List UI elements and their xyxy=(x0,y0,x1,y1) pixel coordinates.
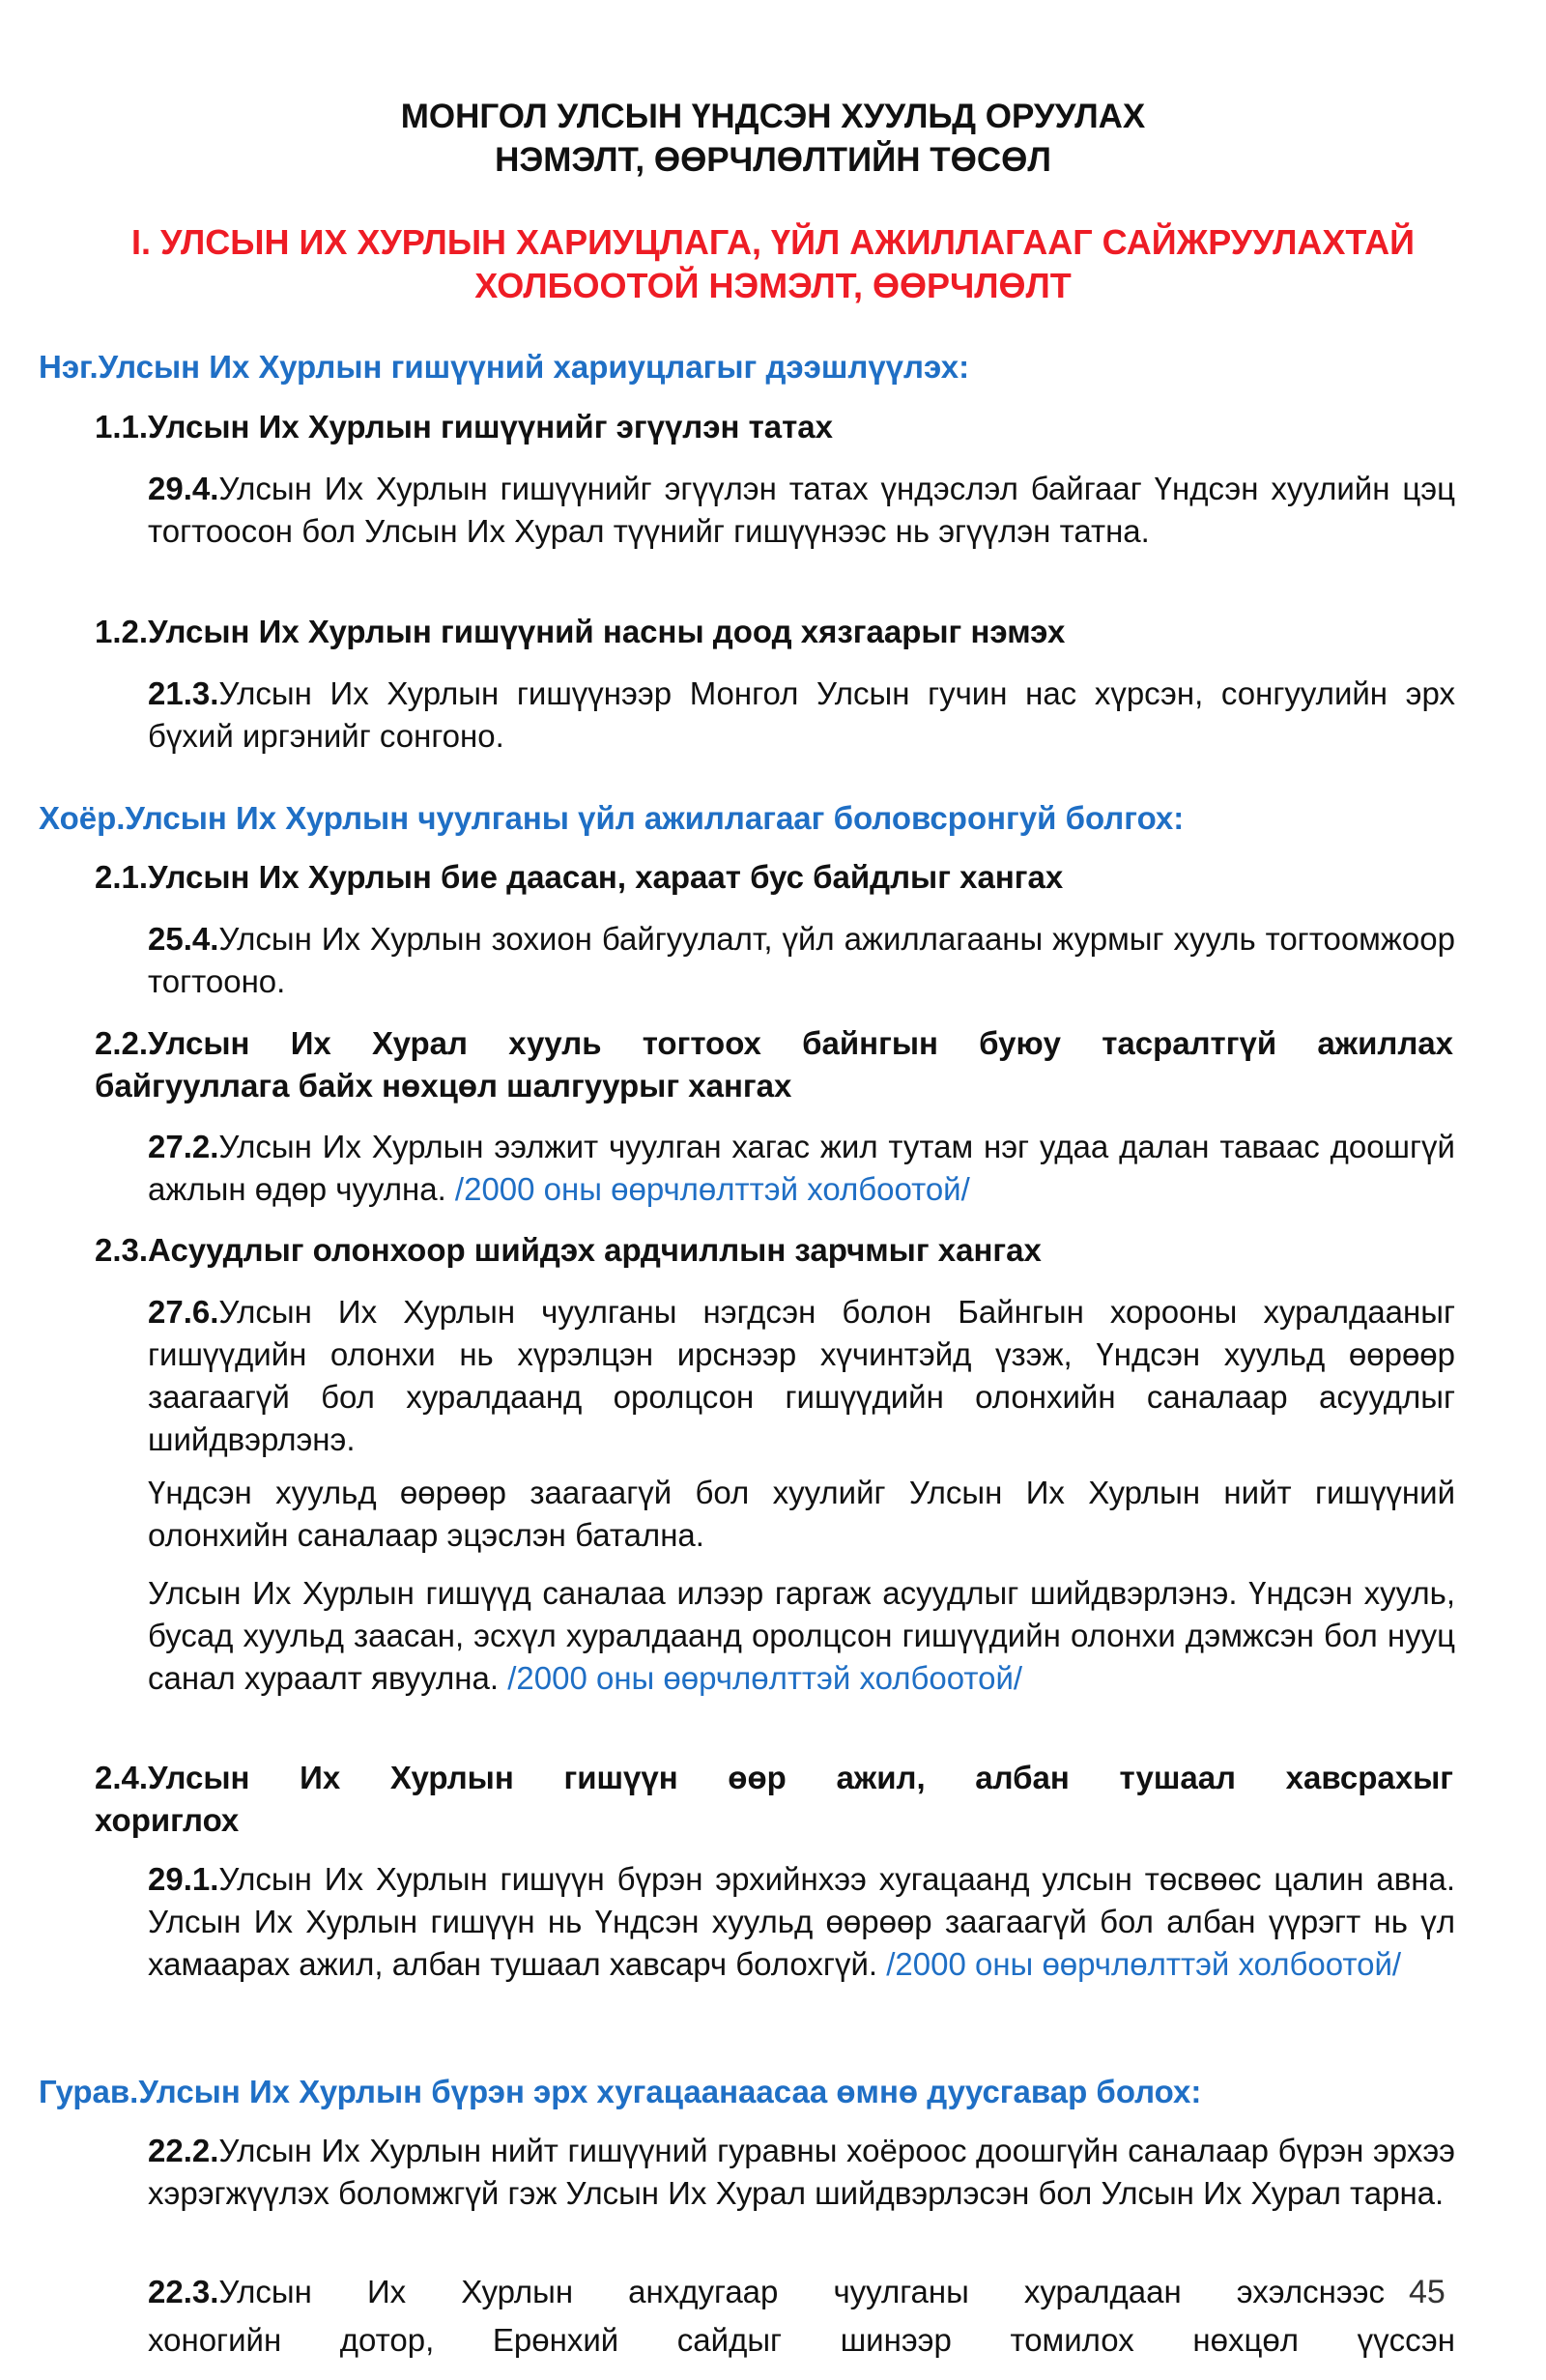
subsection-2-1-heading: 2.1.Улсын Их Хурлын бие даасан, хараат бус байдлыг хангах xyxy=(95,859,1064,895)
section-title-line-2: ХОЛБООТОЙ НЭМЭЛТ, ӨӨРЧЛӨЛТ xyxy=(474,266,1072,305)
article-number: 29.4. xyxy=(148,471,219,506)
article-number: 22.2. xyxy=(148,2133,219,2168)
article-27-6-paragraph-3 xyxy=(148,1572,1455,1700)
article-22-3 xyxy=(148,2271,1385,2313)
article-25-4 xyxy=(148,918,1455,1003)
article-text: Улсын Их Хурлын ээлжит чуулган хагас жил тутам нэг удаа далан таваас доошгүй ажлын өдөр чуулна. xyxy=(148,1129,1455,1207)
document-title xyxy=(0,95,1546,182)
amendment-note: /2000 оны өөрчлөлттэй холбоотой/ xyxy=(886,1946,1402,1982)
subsection-2-2-heading-line-2: байгууллага байх нөхцөл шалгуурыг хангах xyxy=(95,1068,792,1104)
section-title xyxy=(39,220,1507,307)
article-text: хоногийн дотор, Ерөнхий сайдыг шинээр томилох нөхцөл үүссэн xyxy=(148,2322,1455,2358)
article-29-1 xyxy=(148,1858,1455,1986)
part-2-heading: Хоёр.Улсын Их Хурлын чуулганы үйл ажиллагааг боловсронгуй болгох: xyxy=(39,800,1185,836)
article-27-2 xyxy=(148,1126,1455,1211)
article-text: Улсын Их Хурлын гишүүнээр Монгол Улсын гучин нас хүрсэн, сонгуулийн эрх бүхий иргэнийг сонгоно. xyxy=(148,675,1455,754)
article-number: 27.2. xyxy=(148,1129,219,1164)
part-1-heading: Нэг.Улсын Их Хурлын гишүүний хариуцлагыг дээшлүүлэх: xyxy=(39,349,970,385)
article-number: 22.3. xyxy=(148,2274,219,2309)
subsection-2-4-heading-line-2: хориглох xyxy=(95,1802,240,1838)
subsection-2-4-heading xyxy=(95,1757,1453,1842)
subsection-2-4-heading-line-1: 2.4.Улсын Их Хурлын гишүүн өөр ажил, албан тушаал хавсрахыг xyxy=(95,1760,1453,1795)
article-number: 29.1. xyxy=(148,1861,219,1897)
article-number: 27.6. xyxy=(148,1294,219,1330)
article-27-6 xyxy=(148,1291,1455,1461)
section-title-line-1: I. УЛСЫН ИХ ХУРЛЫН ХАРИУЦЛАГА, ҮЙЛ АЖИЛЛАГААГ САЙЖРУУЛАХТАЙ xyxy=(130,222,1416,262)
document-title-line-2: НЭМЭЛТ, ӨӨРЧЛӨЛТИЙН ТӨСӨЛ xyxy=(495,141,1051,179)
subsection-1-1-heading: 1.1.Улсын Их Хурлын гишүүнийг эгүүлэн татах xyxy=(95,409,833,444)
amendment-note: /2000 оны өөрчлөлттэй холбоотой/ xyxy=(507,1660,1023,1696)
document-title-line-1: МОНГОЛ УЛСЫН ҮНДСЭН ХУУЛЬД ОРУУЛАХ xyxy=(400,98,1146,135)
subsection-1-2-heading: 1.2.Улсын Их Хурлын гишүүний насны доод хязгаарыг нэмэх xyxy=(95,614,1066,649)
article-text: Улсын Их Хурлын чуулганы нэгдсэн болон Байнгын хорооны хуралдааныг гишүүдийн олонхи нь хүрэлцэн ирснээр хүчинтэйд үзэж, Үндсэн хуульд өөрөөр заагаагүй бол хуралдаанд оролцсон гишүүдийн олонхийн саналаар асуудлыг шийдвэрлэнэ. xyxy=(148,1294,1455,1457)
amendment-note: /2000 оны өөрчлөлттэй холбоотой/ xyxy=(454,1171,970,1207)
article-21-3 xyxy=(148,673,1455,758)
article-text: Улсын Их Хурлын зохион байгуулалт, үйл ажиллагааны журмыг хууль тогтоомжоор тогтооно. xyxy=(148,921,1455,999)
article-27-6-paragraph-2: Үндсэн хуульд өөрөөр заагаагүй бол хуулийг Улсын Их Хурлын нийт гишүүний олонхийн саналаар эцэслэн батална. xyxy=(148,1475,1455,1553)
article-text: Улсын Их Хурлын гишүүн бүрэн эрхийнхээ хугацаанд улсын төсвөөс цалин авна. Улсын Их Хурлын гишүүн нь Үндсэн хуульд өөрөөр заагаагүй бол албан үүрэгт нь үл хамаарах ажил, албан тушаал хавсарч болохгүй. xyxy=(148,1861,1455,1982)
article-number: 21.3. xyxy=(148,675,219,711)
subsection-2-2-heading xyxy=(95,1022,1453,1107)
article-text: Улсын Их Хурлын нийт гишүүний гуравны хоёроос доошгүйн саналаар бүрэн эрхээ хэрэгжүүлэх боломжгүй гэж Улсын Их Хурал шийдвэрлэсэн бол Улсын Их Хурал тарна. xyxy=(148,2133,1455,2211)
article-text: Улсын Их Хурлын гишүүнийг эгүүлэн татах үндэслэл байгааг Үндсэн хуулийн цэц тогтоосон бол Улсын Их Хурал түүнийг гишүүнээс нь эгүүлэн татна. xyxy=(148,471,1455,549)
subsection-2-3-heading: 2.3.Асуудлыг олонхоор шийдэх ардчиллын зарчмыг хангах xyxy=(95,1232,1042,1268)
part-3-heading: Гурав.Улсын Их Хурлын бүрэн эрх хугацаанаасаа өмнө дуусгавар болох: xyxy=(39,2074,1202,2109)
article-number: 25.4. xyxy=(148,921,219,957)
article-22-2 xyxy=(148,2130,1455,2215)
article-29-4 xyxy=(148,468,1455,553)
article-22-3-continued xyxy=(148,2319,1455,2364)
article-text: Улсын Их Хурлын гишүүд саналаа илээр гаргаж асуудлыг шийдвэрлэнэ. Үндсэн хууль, бусад хуульд заасан, эсхүл хуралдаанд оролцсон гишүүдийн олонхи дэмжсэн бол нууц санал хураалт явуулна. xyxy=(148,1575,1455,1696)
article-text: Улсын Их Хурлын анхдугаар чуулганы хуралдаан эхэлснээс xyxy=(218,2274,1385,2309)
subsection-2-2-heading-line-1: 2.2.Улсын Их Хурал хууль тогтоох байнгын буюу тасралтгүй ажиллах xyxy=(95,1025,1453,1061)
page-number: 45 xyxy=(1409,2274,1446,2310)
